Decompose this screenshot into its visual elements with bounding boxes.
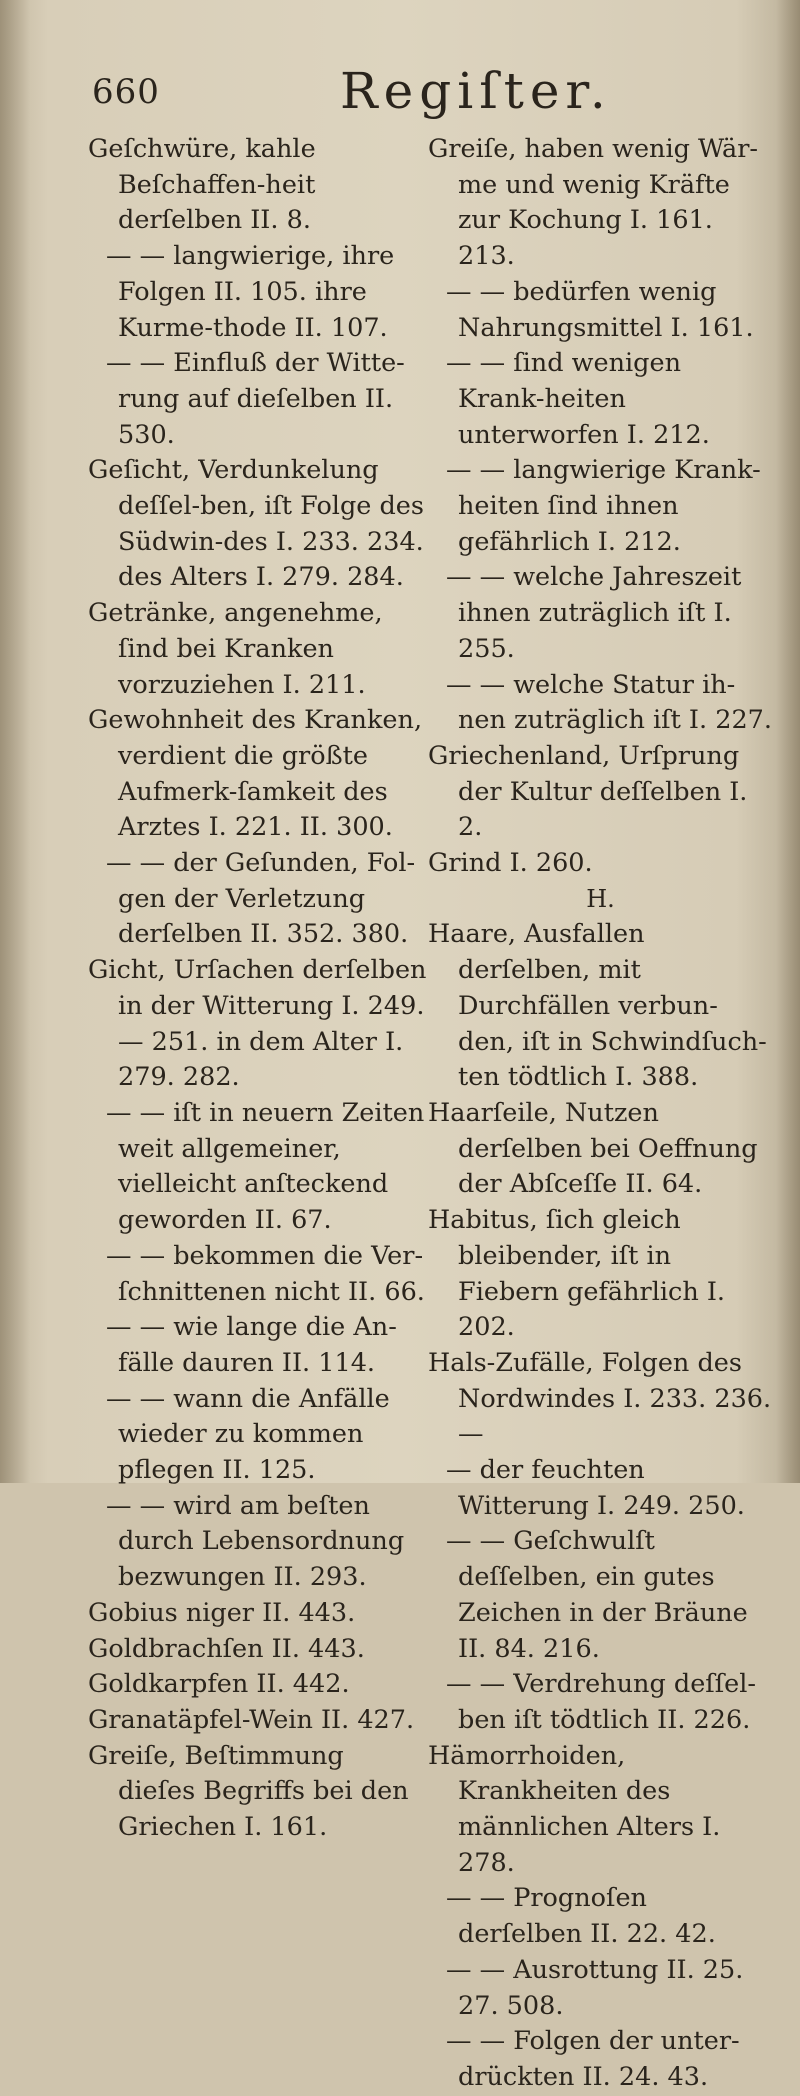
right-index-entry: — — langwierige Krank-heiten ſind ihnen gefährlich I. 212. — [446, 455, 761, 557]
left-index-entry: — — wie lange die An-fälle dauren II. 114. — [106, 1312, 397, 1378]
left-index-entry: Getränke, angenehme, ſind bei Kranken vorzuziehen I. 211. — [88, 598, 383, 700]
left-index-entry: — — wann die Anfälle wieder zu kommen pflegen II. 125. — [106, 1383, 390, 1486]
left-index-entry: — — wird am beſten durch Lebensordnung bezwungen II. 293. — [106, 1490, 405, 1593]
right-index-entry: — — Verdrehung deſſel-ben iſt tödtlich II. 226. — [446, 1669, 757, 1735]
right-index-entry: Haare, Ausfallen derſelben, mit Durchfällen verbun-den, iſt in Schwindſuch-ten tödtlich I. 388. — [428, 919, 767, 1093]
page-header — [0, 62, 800, 132]
left-index-entry: Gewohnheit des Kranken, verdient die größte Aufmerk-ſamkeit des Arztes I. 221. II. 300. — [88, 705, 423, 843]
left-index-entry: — — Einfluß der Witte-rung auf dieſelben II. 530. — [106, 348, 405, 450]
left-index-entry: Geſicht, Verdunkelung deſſel-ben, iſt Folge des Südwin-des I. 233. 234. des Alters I. 279. 284. — [88, 455, 424, 593]
left-index-entry: Geſchwüre, kahle Beſchaffen-heit derſelben II. 8. — [88, 134, 316, 236]
right-index-entry: Hämorrhoiden, Krankheiten des männlichen Alters I. 278. — [428, 1740, 721, 1878]
right-index-entry: — — Geſchwulſt deſſelben, ein gutes Zeichen in der Bräune II. 84. 216. — [446, 1526, 748, 1664]
right-index-entry: Greiſe, haben wenig Wär-me und wenig Kräfte zur Kochung I. 161. 213. — [428, 134, 759, 272]
right-column — [428, 132, 773, 2096]
left-index-entry: — — iſt in neuern Zeiten weit allgemeiner, vielleicht anſteckend geworden II. 67. — [106, 1097, 425, 1236]
left-index-entry: Gicht, Urſachen derſelben in der Witterung I. 249. — 251. in dem Alter I. 279. 282. — [88, 955, 427, 1093]
left-index-entry: Goldkarpfen II. 442. — [88, 1669, 350, 1700]
right-index-entry: — — welche Statur ih-nen zuträglich iſt I. 227. — [446, 669, 772, 736]
left-index-entry: — — der Geſunden, Fol-gen der Verletzung derſelben II. 352. 380. — [106, 848, 416, 950]
right-index-entry: Haarſeile, Nutzen derſelben bei Oeffnung der Abſceſſe II. 64. — [428, 1097, 758, 1200]
right-index-entry: — — welche Jahreszeit ihnen zuträglich iſt I. 255. — [446, 562, 742, 664]
left-index-entry: Greiſe, Beſtimmung dieſes Begriffs bei den Griechen I. 161. — [88, 1740, 409, 1843]
left-index-entry: Gobius niger II. 443. — [88, 1597, 356, 1628]
left-index-entry: — — langwierige, ihre Folgen II. 105. ihre Kurme-thode II. 107. — [106, 241, 395, 343]
page-title: Regiſter. — [340, 62, 612, 120]
right-index-entry: — — Ausrottung II. 25. 27. 508. — [446, 1954, 744, 2021]
left-column — [88, 132, 428, 1846]
left-index-entry: Granatäpfel-Wein II. 427. — [88, 1704, 415, 1735]
section-letter: H. — [586, 884, 615, 913]
left-index-entry: Goldbrachſen II. 443. — [88, 1633, 365, 1664]
right-index-entry: Habitus, ſich gleich bleibender, iſt in Fiebern gefährlich I. 202. — [428, 1205, 726, 1343]
right-index-entry: — — Prognoſen derſelben II. 22. 42. — [446, 1883, 716, 1950]
right-index-entry: — — ſind wenigen Krank-heiten unterworfen I. 212. — [446, 348, 710, 450]
right-index-entry: — der feuchten Witterung I. 249. 250. — [446, 1455, 745, 1521]
right-index-entry: Griechenland, Urſprung der Kultur deſſelben I. 2. — [428, 740, 748, 843]
left-index-entry: — — bekommen die Ver-ſchnittenen nicht II. 66. — [106, 1240, 425, 1307]
right-index-entry: Hals-Zufälle, Folgen des Nordwindes I. 233. 236. — — [428, 1347, 772, 1450]
right-index-entry: — — Folgen der unter-drückten II. 24. 43. — [446, 2026, 740, 2092]
page-edge-shadow-left — [0, 0, 30, 1483]
right-index-entry: — — bedürfen wenig Nahrungsmittel I. 161. — [446, 276, 754, 343]
right-index-entry: Grind I. 260. — [428, 848, 593, 879]
page-edge-shadow-right — [776, 0, 800, 1483]
page-number: 660 — [92, 72, 160, 112]
